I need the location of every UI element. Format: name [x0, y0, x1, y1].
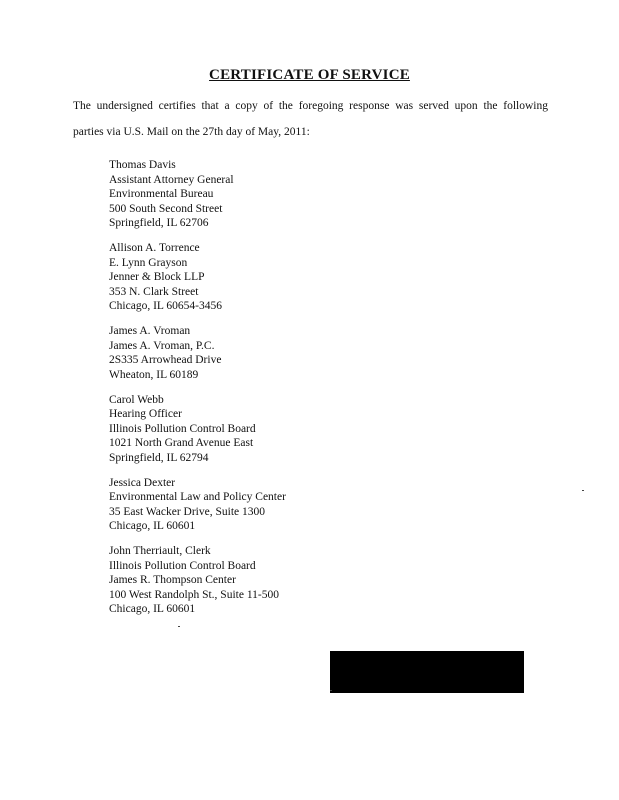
recipient-address-line: James A. Vroman, P.C.	[109, 339, 215, 352]
scan-speck	[178, 626, 180, 627]
recipient-name: John Therriault, Clerk	[109, 545, 211, 557]
recipient-address-line: 2S335 Arrowhead Drive	[109, 354, 222, 366]
recipient-address-line: Chicago, IL 60654-3456	[109, 300, 222, 312]
recipient-address-line: Assistant Attorney General	[109, 173, 234, 186]
scan-speck	[582, 490, 584, 491]
recipient-address-line: Illinois Pollution Control Board	[109, 559, 256, 572]
recipient-address-line: Environmental Bureau	[109, 188, 214, 200]
recipient-address-line: 1021 North Grand Avenue East	[109, 437, 254, 449]
recipient-name: Jessica Dexter	[109, 476, 176, 489]
recipient-name: Thomas Davis	[109, 159, 176, 171]
intro-line-1: The undersigned certifies that a copy of the foregoing response was served upon the following	[73, 100, 548, 112]
intro-line-2: parties via U.S. Mail on the 27th day of May, 2011:	[73, 126, 310, 138]
recipient-address-block	[109, 476, 429, 534]
recipient-name: James A. Vroman	[109, 325, 191, 337]
recipient-address-block	[109, 158, 429, 231]
recipient-address-line: E. Lynn Grayson	[109, 256, 188, 269]
recipient-address-line: Wheaton, IL 60189	[109, 368, 199, 381]
recipient-address-line: Chicago, IL 60601	[109, 603, 196, 615]
recipient-address-line: 100 West Randolph St., Suite 11-500	[109, 588, 279, 601]
recipient-address-line: 35 East Wacker Drive, Suite 1300	[109, 505, 265, 518]
recipient-address-line: Springfield, IL 62794	[109, 451, 209, 464]
recipient-address-line: 500 South Second Street	[109, 202, 223, 215]
redacted-signature-block	[330, 651, 524, 693]
recipient-address-block	[109, 324, 429, 382]
recipient-address-line: Jenner & Block LLP	[109, 271, 205, 283]
recipient-address-line: Illinois Pollution Control Board	[109, 422, 256, 435]
recipient-name: Carol Webb	[109, 393, 164, 406]
recipient-address-line: Chicago, IL 60601	[109, 520, 196, 532]
recipient-address-line: 353 N. Clark Street	[109, 285, 199, 298]
recipient-address-line: Environmental Law and Policy Center	[109, 491, 286, 503]
recipient-list	[109, 158, 429, 627]
scan-speck	[330, 690, 332, 691]
recipient-address-line: Springfield, IL 62706	[109, 217, 209, 229]
recipient-address-line: James R. Thompson Center	[109, 574, 236, 586]
recipient-address-block	[109, 393, 429, 466]
document-title: CERTIFICATE OF SERVICE	[209, 67, 410, 83]
recipient-address-block	[109, 241, 429, 314]
recipient-address-line: Hearing Officer	[109, 408, 182, 420]
recipient-name: Allison A. Torrence	[109, 242, 200, 254]
recipient-address-block	[109, 544, 429, 617]
